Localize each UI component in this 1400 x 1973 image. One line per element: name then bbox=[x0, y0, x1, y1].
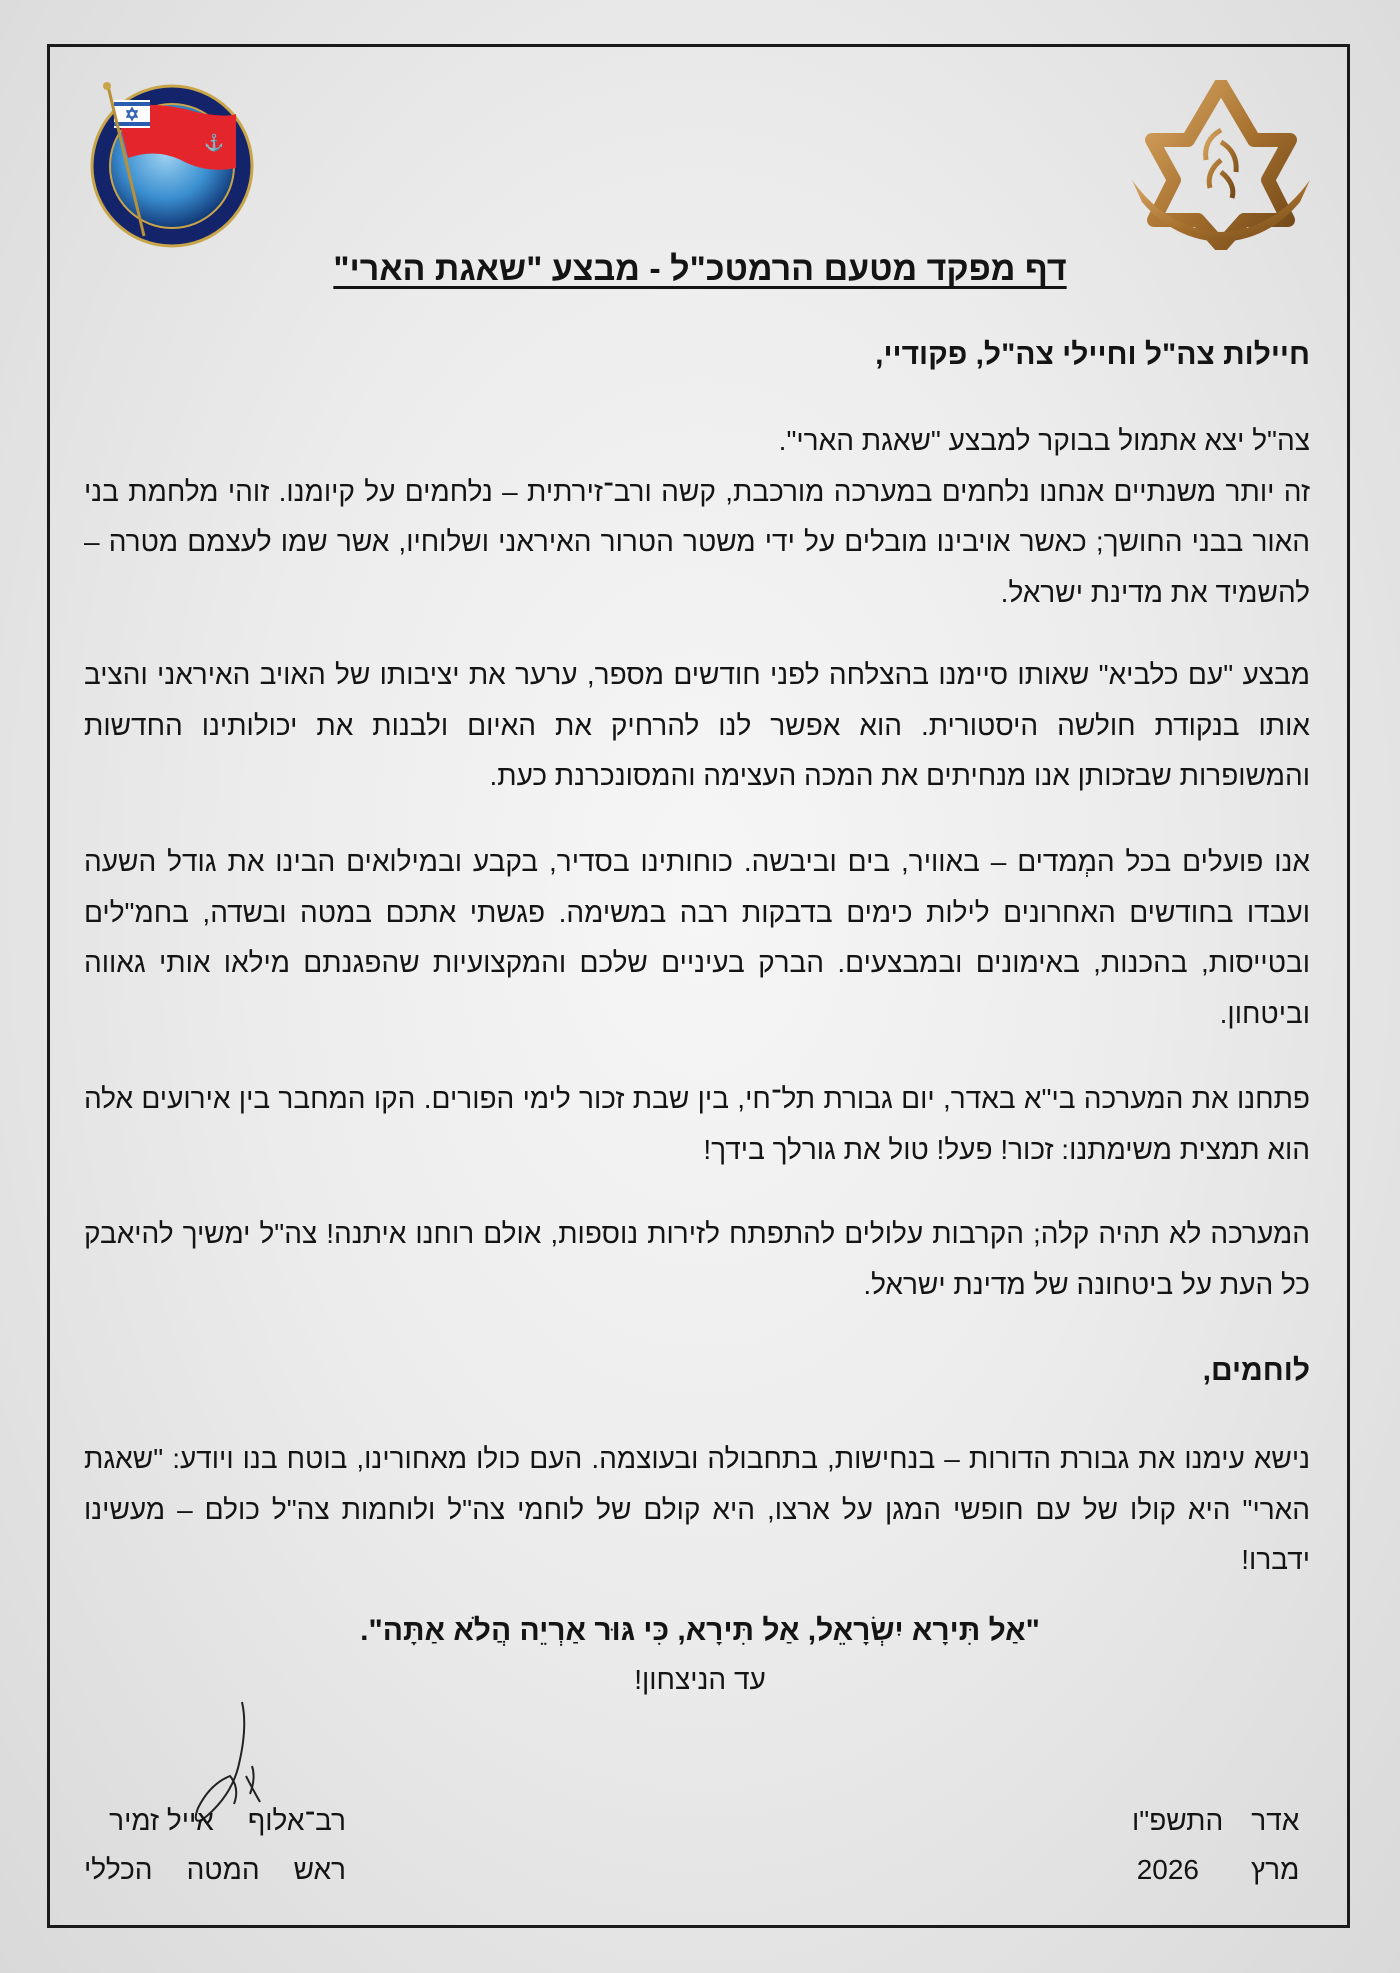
signatory-title-2: המטה bbox=[186, 1854, 260, 1885]
text-line: להשמיד את מדינת ישראל. bbox=[1000, 576, 1310, 608]
paragraph-5 bbox=[84, 1209, 1310, 1310]
year: 2026 bbox=[1136, 1854, 1200, 1885]
text-line: הוא תמצית משימתנו: זכור! פעל! טול את גורלך בידך! bbox=[703, 1133, 1310, 1165]
signatory-title-1: ראש bbox=[293, 1854, 346, 1885]
idf-emblem-logo bbox=[1128, 80, 1314, 250]
hebrew-year: התשפ"ו bbox=[1132, 1805, 1224, 1836]
signatory-name: אייל זמיר bbox=[109, 1805, 214, 1836]
paragraph-3 bbox=[84, 837, 1310, 1039]
text-line: המערכה לא תהיה קלה; הקרבות עלולים להתפתח לזירות נוספות, אולם רוחנו איתנה! צה"ל ימשיך להיאבק bbox=[84, 1218, 1310, 1249]
paragraph-4 bbox=[84, 1074, 1310, 1175]
svg-text:⚓: ⚓ bbox=[204, 135, 224, 152]
text-line: וביטחון. bbox=[1219, 997, 1310, 1029]
fighters-heading: לוחמים, bbox=[1202, 1354, 1310, 1387]
text-line: ידברו! bbox=[1241, 1544, 1310, 1575]
unit-emblem-logo bbox=[86, 78, 256, 250]
text-line: האור בבני החושך; כאשר אויבינו מובלים על ידי משטר הטרור האיראני ושלוחיו, אשר שמו לעצמם מטרה – bbox=[84, 526, 1310, 557]
signatory-rank: רב־אלוף bbox=[247, 1805, 346, 1836]
date-block bbox=[1132, 1796, 1299, 1894]
greeting: חיילות צה"ל וחיילי צה"ל, פקודיי, bbox=[875, 338, 1310, 371]
text-line: ובטייסות, בהכנות, באימונים ובמבצעים. הברק בעיניים שלכם והמקצועיות שהפגנתם מילאו אותי גאווה bbox=[84, 947, 1310, 978]
text-line: צה"ל יצא אתמול בבוקר למבצע "שאגת הארי". bbox=[778, 425, 1310, 456]
signatory-title-3: הכללי bbox=[84, 1854, 153, 1885]
text-line: פתחנו את המערכה בי"א באדר, יום גבורת תל־חי, בין שבת זכור לימי הפורים. הקו המחבר בין אירועים אלה bbox=[84, 1083, 1310, 1114]
text-line: ועבדו בחודשים האחרונים לילות כימים בדבקות רבה במשימה. פגשתי אתכם במטה ובשדה, בחמ"לים bbox=[84, 896, 1310, 928]
biblical-quote: "אַל תִּירָא יִשְׂרָאֵל, אַל תִּירָא, כִּי גּוּר אַרְיֵה הֲלֹא אַתָּה". bbox=[360, 1614, 1040, 1647]
text-line: מבצע "עם כלביא" שאותו סיימנו בהצלחה לפני חודשים מספר, ערער את יציבותו של האויב האיראני והציב bbox=[84, 659, 1310, 690]
text-line: אנו פועלים בכל המְמדים – באוויר, בים וביבשה. כוחותינו בסדיר, בקבע ובמילואים הבינו את גודל השעה bbox=[84, 846, 1310, 877]
closing-paragraph bbox=[84, 1434, 1310, 1586]
hebrew-month: אדר bbox=[1251, 1805, 1300, 1836]
paragraph-1 bbox=[84, 416, 1310, 618]
text-line: כל העת על ביטחונה של מדינת ישראל. bbox=[863, 1268, 1310, 1300]
page-title bbox=[0, 250, 1400, 289]
victory-line: עד הניצחון! bbox=[634, 1664, 766, 1695]
text-line: זה יותר משנתיים אנחנו נלחמים במערכה מורכבת, קשה ורב־זירתית – נלחמים על קיומנו. זוהי מלחמת בני bbox=[84, 475, 1310, 507]
text-line: נישא עימנו את גבורת הדורות – בנחישות, בתחבולה ובעוצמה. העם כולו מאחורינו, בוטח בנו ויודע: "שאגת bbox=[84, 1443, 1310, 1474]
text-line: אותו בנקודת חולשה היסטורית. הוא אפשר לנו להרחיק את האיום ולבנות את יכולותינו החדשות bbox=[84, 709, 1310, 741]
text-line: והמשופרות שבזכותן אנו מנחיתים את המכה העצימה והמסונכרנת כעת. bbox=[489, 760, 1310, 791]
text-line: הארי" היא קולו של עם חופשי המגן על ארצו, היא קולם של לוחמי צה"ל ולוחמות צה"ל כולם – מעשינו bbox=[84, 1493, 1310, 1525]
paragraph-2 bbox=[84, 650, 1310, 802]
title-text: דף מפקד מטעם הרמטכ"ל - מבצע "שאגת הארי" bbox=[333, 250, 1067, 288]
signatory-block bbox=[84, 1796, 346, 1894]
month: מרץ bbox=[1251, 1854, 1300, 1885]
